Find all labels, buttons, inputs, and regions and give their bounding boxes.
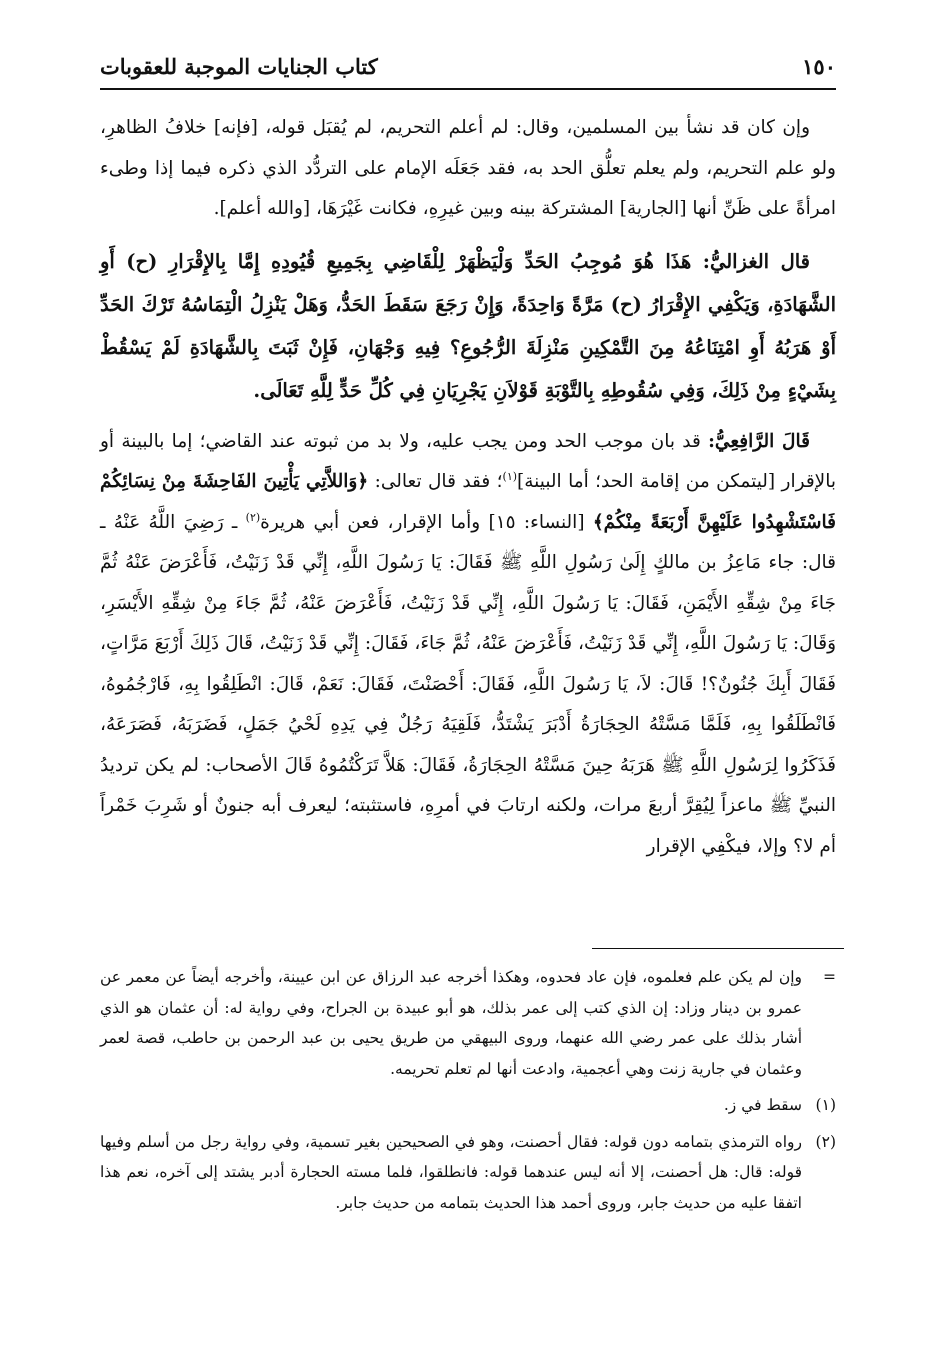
header-rule <box>100 88 836 90</box>
matn-paragraph <box>100 240 836 412</box>
iqrar-intro: وأما الإقرار، فعن أبي هريرة <box>260 511 481 533</box>
footnote-ref-1[interactable]: (١) <box>502 469 518 483</box>
footnote-text: رواه الترمذي بتمامه دون قوله: فقال أحصنت، وهو في الصحيحين بغير تسمية، وفي رواية رجل من أسلم وفيها قوله: قال: هل أحصنت، إلا أنه ليس عندهما قوله: فانطلقوا، فلما مسته الحجارة أدبر يشتد إلى آخره، نعم هذا اتفقا عليه من حديث جابر، وروى أحمد هذا الحديث بتمامه من حديث جابر. <box>100 1132 802 1212</box>
footnote-text: سقط في ز. <box>723 1096 802 1114</box>
page-header <box>100 46 836 86</box>
hadith-text: ـ رَضِيَ اللَّهُ عَنْهُ ـ قال: جاء مَاعِزُ بن مالكٍ إِلَىٰ رَسُولِ اللَّهِ ﷺ فَقَالَ: يَا رَسُولَ اللَّهِ، إِنِّي قَدْ زَنَيْتُ، فَأَعْرَضَ عَنْهُ ثُمَّ جَاءَ مِنْ شِقِّهِ الأَيْمَنِ، فَقَالَ: يَا رَسُولَ اللَّهِ، إِنِّي قَدْ زَنَيْتُ، فَأَعْرَضَ عَنْهُ، ثُمَّ جَاءَ مِنْ شِقِّهِ الأَيْسَرِ، وَقَالَ: يَا رَسُولَ اللَّهِ، إِنِّي قَدْ زَنَيْتُ، فَأَعْرَضَ عَنْهُ، ثُمَّ جَاءَ، فَقَالَ: إِنِّي قَدْ زَنَيْتُ، قَالَ ذَلِكَ أَرْبَعَ مَرَّاتٍ، فَقَالَ أَبِكَ جُنُونٌ؟! قَالَ: لاَ، يَا رَسُولَ اللَّهِ، فَقَالَ: أَحْصَنْتَ، فَقَالَ: نَعَمْ، قَالَ: انْطَلِقُوا بِهِ، فَارْجُمُوهُ، فَانْطَلَقُوا بِهِ، فَلَمَّا مَسَّتْهُ الحِجَارَةُ أَدْبَرَ يَشْتَدُّ، فَلَقِيَهُ رَجُلٌ فِي يَدِهِ لَحْيُ جَمَلٍ، فَضَرَبَهُ، فَصَرَعَهُ، فَذَكَرُوا لِرَسُولِ اللَّهِ ﷺ هَرَبَهُ حِينَ مَسَّتْهُ الحِجَارَةُ، فَقَالَ: هَلاَّ تَرَكْتُمُوهُ <box>100 511 836 776</box>
matn-text: هَذَا هُوَ مُوجِبُ الحَدِّ وَلْيَظْهَرْ لِلْقَاضِي بِجَمِيعِ قُيُودِهِ إِمَّا بِالإِقْرَارِ (ح) أَوِ الشَّهَادَةِ، وَيَكْفِي الإِقْرَارُ (ح) مَرَّةً وَاحِدَةً، وَإِنْ رَجَعَ سَقَطَ الحَدُّ، وَهَلْ يَنْزِلُ الْتِمَاسُهُ تَرْكَ الحَدِّ أَوْ هَرَبُهُ أَوِ امْتِنَاعُهُ مِنَ التَّمْكِينِ مَنْزِلَةَ الرُّجُوعِ؟ فِيهِ وَجْهَانِ، فَإِنْ ثَبَتَ بِالشَّهَادَةِ لَمْ يَسْقُطْ بِشَيْءٍ مِنْ ذَلِكَ، وَفِي سُقُوطِهِ بِالتَّوْبَةِ قَوْلاَنِ يَجْرِيَانِ فِي كُلِّ حَدٍّ لِلَّهِ تَعَالَى. <box>100 249 836 402</box>
main-text <box>100 108 836 867</box>
matn-speaker: قال الغزاليُّ: <box>702 249 810 273</box>
sharh-speaker: قَالَ الرَّافِعِيُّ: <box>708 430 810 452</box>
sharh-after-ref: ؛ فقد قال تعالى: <box>374 471 503 492</box>
footnote-mark: (٢) <box>815 1132 836 1151</box>
running-title: كتاب الجنايات الموجبة للعقوبات <box>100 53 378 79</box>
footnote-mark: (١) <box>815 1096 836 1114</box>
footnote-ref-2[interactable]: (٢) <box>245 510 261 524</box>
footnote-mark: = <box>823 968 836 986</box>
sharh-intro: قد بان موجب الحد ومن يجب عليه، ولا بد من ثبوته عند القاضي؛ إما بالبينة أو بالإقرار [ليتمكن من إقامة الحد؛ أما البينة] <box>100 430 837 492</box>
footnote-text: وإن لم يكن علم فعلموه، فإن عاد فحدوه، وهكذا أخرجه عبد الرزاق عن ابن عيينة، وأخرجه أيضاً عن معمر عن عمرو بن دينار وزاد: إن الذي كتب إلى عمر بذلك، هو أبو عبيدة بن الجراح، وفي رواية له: أن عثمان هو الذي أشار بذلك على عمر رضي الله عنهما، وروى البيهقي من طريق يحيى بن عبد الرحمن بن حاطب، قصة لعمر وعثمان في جارية زنت وهي أعجمية، وادعت أنها لم تعلم تحريمه. <box>100 968 802 1078</box>
page-number: ١٥٠ <box>802 53 836 79</box>
footnote-rule <box>592 948 844 949</box>
sharh-paragraph <box>100 422 836 868</box>
paragraph-1: وإن كان قد نشأ بين المسلمين، وقال: لم أعلم التحريم، لم يُقبَل قوله، [فإنه] خلافُ الظاهرِ، ولو علم التحريم، ولم يعلم تعلُّق الحد به، فقد جَعَلَه الإمام على التردُّد الذي ذكره فيما إذا وطىء امرأةً على ظَنِّ أنها [الجارية] المشتركة بينه وبين غيرِهِ، فكانت غَيْرَهَا، [والله أعلم]. <box>100 117 836 219</box>
footnote-continued <box>100 962 836 1084</box>
footnote-2 <box>100 1127 836 1219</box>
quran-verse: ﴿وَاللاَّتِي يَأْتِينَ الفَاحِشَةَ مِنْ نِسَائِكُمْ فَاسْتَشْهِدُوا عَلَيْهِنَّ أَرْبَعَةً مِنْكُمْ﴾ <box>100 471 836 533</box>
footnote-1 <box>100 1090 836 1121</box>
closing-text: قَالَ الأصحاب: لم يكن ترديدُ النبيِّ ﷺ ماعزاً لِيُقِرَّ أربعَ مرات، ولكنه ارتابَ في أمرِهِ، فاستثبته؛ ليعرف أبه جنونٌ أو شَرِبَ خَمْراً أم لا؟ وإلا، فيكْفِي الإقرار <box>100 754 836 857</box>
footnotes <box>100 962 836 1224</box>
quran-reference: [النساء: ١٥] <box>488 511 585 533</box>
